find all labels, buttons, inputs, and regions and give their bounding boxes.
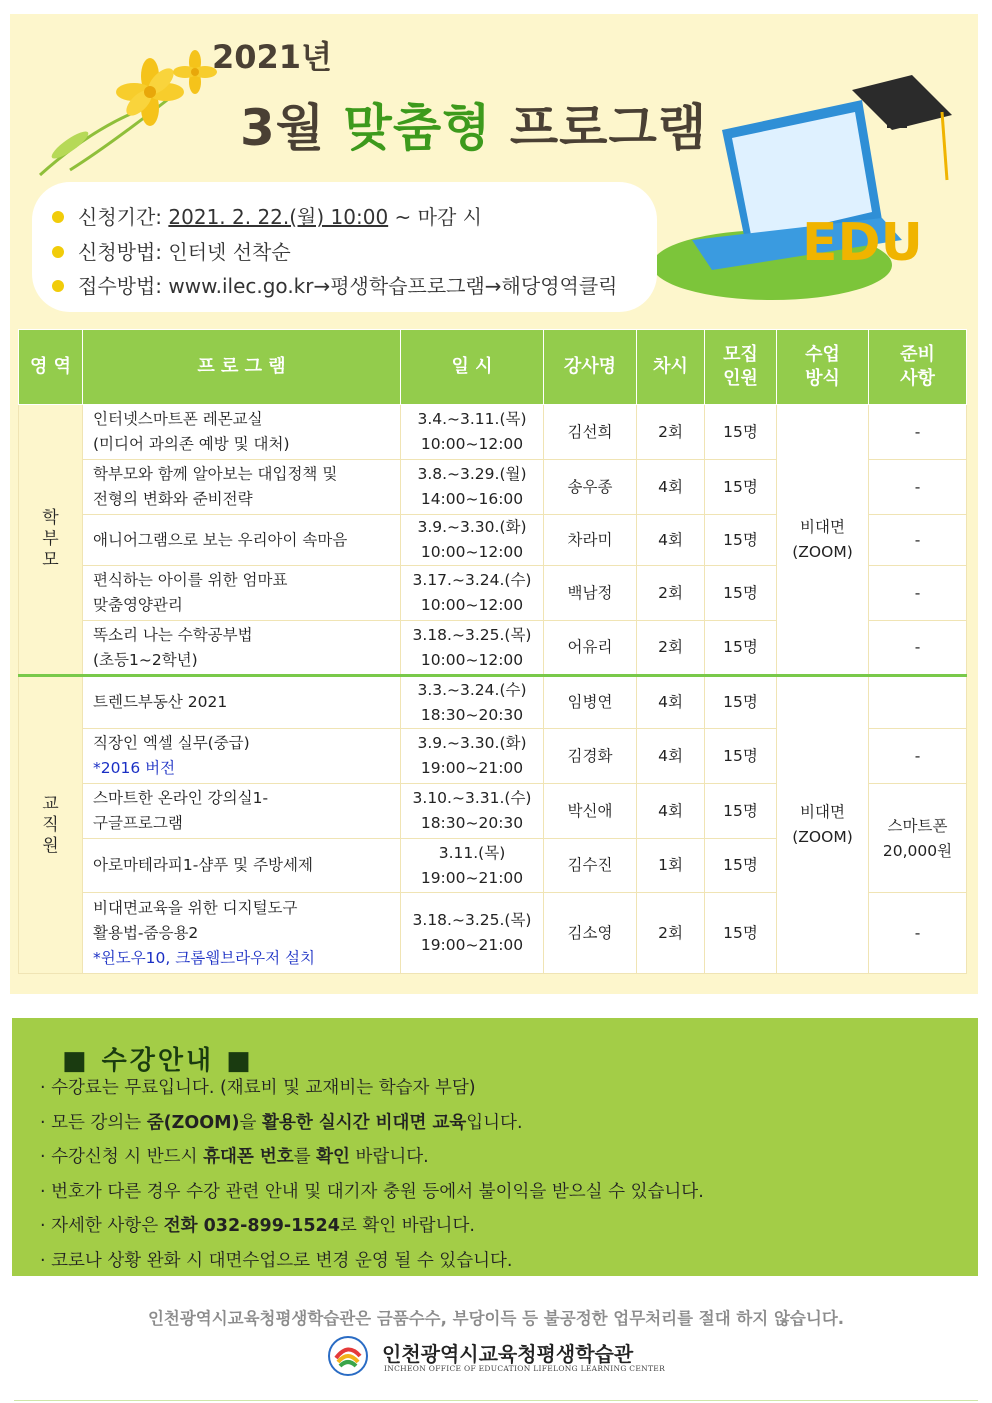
instructor-cell: 김선희 — [544, 405, 637, 460]
prep-cell: 스마트폰 — [869, 784, 967, 839]
guide-item: · 자세한 사항은 전화 032-899-1524로 확인 바랍니다. — [40, 1216, 475, 1237]
capacity-cell: 15명 — [705, 893, 777, 974]
schedule-cell: 3.18.~3.25.(목) 19:00~21:00 — [401, 893, 544, 974]
program-cell: 비대면교육을 위한 디지털도구 활용법-줌응용2 *윈도우10, 크롬웹브라우저 설치 — [83, 893, 401, 974]
prep-cell — [869, 676, 967, 729]
program-cell: 인터넷스마트폰 레몬교실 (미디어 과의존 예방 및 대처) — [83, 405, 401, 460]
sessions-cell: 4회 — [637, 515, 705, 566]
sessions-cell: 2회 — [637, 405, 705, 460]
page-title — [240, 88, 707, 160]
bullet-dot — [52, 211, 64, 223]
org-name: 인천광역시교육청평생학습관 — [382, 1342, 634, 1366]
schedule-cell: 3.18.~3.25.(목) 10:00~12:00 — [401, 621, 544, 676]
flower-illustration — [30, 50, 230, 180]
info-period: 신청기간: 2021. 2. 22.(월) 10:00 ~ 마감 시 — [52, 201, 482, 230]
schedule-cell: 3.4.~3.11.(목) 10:00~12:00 — [401, 405, 544, 460]
info-method: 신청방법: 인터넷 선착순 — [52, 236, 291, 265]
year-heading: 2021년 — [212, 38, 332, 76]
schedule-cell: 3.10.~3.31.(수) 18:30~20:30 — [401, 784, 544, 839]
schedule-cell: 3.3.~3.24.(수) 18:30~20:30 — [401, 676, 544, 729]
program-cell: 편식하는 아이를 위한 엄마표 맞춤영양관리 — [83, 566, 401, 621]
guide-title: ■ 수강안내 ■ — [62, 1046, 254, 1076]
org-subtitle: INCHEON OFFICE OF EDUCATION LIFELONG LEARNING CENTER — [384, 1364, 666, 1373]
table-header-1: 프 로 그 램 — [83, 330, 401, 405]
table-header-2: 일 시 — [401, 330, 544, 405]
title-program: 프로그램 — [509, 99, 708, 157]
bullet-dot — [52, 280, 64, 292]
instructor-cell: 김소영 — [544, 893, 637, 974]
instructor-cell: 백남정 — [544, 566, 637, 621]
instructor-cell: 차라미 — [544, 515, 637, 566]
edu-laptop-illustration — [652, 70, 952, 310]
guide-item: · 코로나 상황 완화 시 대면수업으로 변경 운영 될 수 있습니다. — [40, 1251, 513, 1271]
table-header-5: 모집 인원 — [705, 330, 777, 405]
schedule-cell: 3.11.(목) 19:00~21:00 — [401, 839, 544, 893]
program-cell: 똑소리 나는 수학공부법 (초등1~2학년) — [83, 621, 401, 676]
capacity-cell: 15명 — [705, 784, 777, 839]
mode-cell: 비대면 (ZOOM) — [777, 676, 869, 974]
table-header-4: 차시 — [637, 330, 705, 405]
sessions-cell: 1회 — [637, 839, 705, 893]
program-cell: 스마트한 온라인 강의실1- 구글프로그램 — [83, 784, 401, 839]
capacity-cell: 15명 — [705, 460, 777, 515]
prep-cell: - — [869, 621, 967, 676]
capacity-cell: 15명 — [705, 405, 777, 460]
sessions-cell: 4회 — [637, 676, 705, 729]
instructor-cell: 김경화 — [544, 729, 637, 784]
program-cell: 아로마테라피1-샴푸 및 주방세제 — [83, 839, 401, 893]
instructor-cell: 어유리 — [544, 621, 637, 676]
prep-cell: - — [869, 515, 967, 566]
title-accent: 맞춤형 — [343, 99, 492, 157]
capacity-cell: 15명 — [705, 621, 777, 676]
area-cell: 학 부 모 — [19, 405, 83, 676]
instructor-cell: 박신애 — [544, 784, 637, 839]
prep-cell: 20,000원 — [869, 839, 967, 893]
capacity-cell: 15명 — [705, 515, 777, 566]
prep-cell: - — [869, 405, 967, 460]
capacity-cell: 15명 — [705, 676, 777, 729]
capacity-cell: 15명 — [705, 729, 777, 784]
program-note: *윈도우10, 크롬웹브라우저 설치 — [93, 948, 315, 967]
table-row — [19, 676, 967, 729]
capacity-cell: 15명 — [705, 839, 777, 893]
program-cell: 직장인 엑셀 실무(중급) *2016 버전 — [83, 729, 401, 784]
instructor-cell: 송우종 — [544, 460, 637, 515]
schedule-cell: 3.17.~3.24.(수) 10:00~12:00 — [401, 566, 544, 621]
instructor-cell: 임병연 — [544, 676, 637, 729]
course-guide — [12, 1018, 978, 1276]
sessions-cell: 4회 — [637, 729, 705, 784]
schedule-cell: 3.9.~3.30.(화) 19:00~21:00 — [401, 729, 544, 784]
guide-item: · 번호가 다른 경우 수강 관련 안내 및 대기자 충원 등에서 불이익을 받으실 수 있습니다. — [40, 1181, 704, 1202]
program-cell: 애니어그램으로 보는 우리아이 속마음 — [83, 515, 401, 566]
mode-cell: 비대면 (ZOOM) — [777, 405, 869, 676]
sessions-cell: 2회 — [637, 566, 705, 621]
capacity-cell: 15명 — [705, 566, 777, 621]
sessions-cell: 2회 — [637, 893, 705, 974]
guide-item: · 수강료는 무료입니다. (재료비 및 교재비는 학습자 부담) — [40, 1078, 476, 1098]
prep-cell: - — [869, 460, 967, 515]
schedule-cell: 3.8.~3.29.(월) 14:00~16:00 — [401, 460, 544, 515]
table-header-7: 준비 사항 — [869, 330, 967, 405]
table-header-0: 영 역 — [19, 330, 83, 405]
org-logo-icon — [328, 1336, 368, 1376]
program-cell: 트렌드부동산 2021 — [83, 676, 401, 729]
prep-cell: - — [869, 893, 967, 974]
info-reception: 접수방법: www.ilec.go.kr→평생학습프로그램→해당영역클릭 — [52, 270, 617, 299]
bullet-dot — [52, 246, 64, 258]
sessions-cell: 2회 — [637, 621, 705, 676]
period-value: 2021. 2. 22.(월) 10:00 — [168, 205, 389, 229]
program-note: *2016 버전 — [93, 759, 176, 777]
integrity-statement: 인천광역시교육청평생학습관은 금품수수, 부당이득 등 불공정한 업무처리를 절대 하지 않습니다. — [147, 1309, 845, 1328]
prep-cell: - — [869, 729, 967, 784]
bottom-divider — [14, 1400, 978, 1401]
guide-item: · 수강신청 시 반드시 휴대폰 번호를 확인 바랍니다. — [40, 1147, 429, 1168]
table-row — [19, 405, 967, 460]
program-cell: 학부모와 함께 알아보는 대입정책 및 전형의 변화와 준비전략 — [83, 460, 401, 515]
schedule-cell: 3.9.~3.30.(화) 10:00~12:00 — [401, 515, 544, 566]
area-cell: 교 직 원 — [19, 676, 83, 974]
schedule-table — [18, 329, 967, 974]
prep-cell: - — [869, 566, 967, 621]
sessions-cell: 4회 — [637, 460, 705, 515]
table-header-3: 강사명 — [544, 330, 637, 405]
sessions-cell: 4회 — [637, 784, 705, 839]
instructor-cell: 김수진 — [544, 839, 637, 893]
title-month: 3월 — [240, 99, 326, 157]
edu-word: EDU — [802, 213, 923, 273]
table-header-6: 수업 방식 — [777, 330, 869, 405]
guide-item: · 모든 강의는 줌(ZOOM)을 활용한 실시간 비대면 교육입니다. — [40, 1112, 523, 1133]
